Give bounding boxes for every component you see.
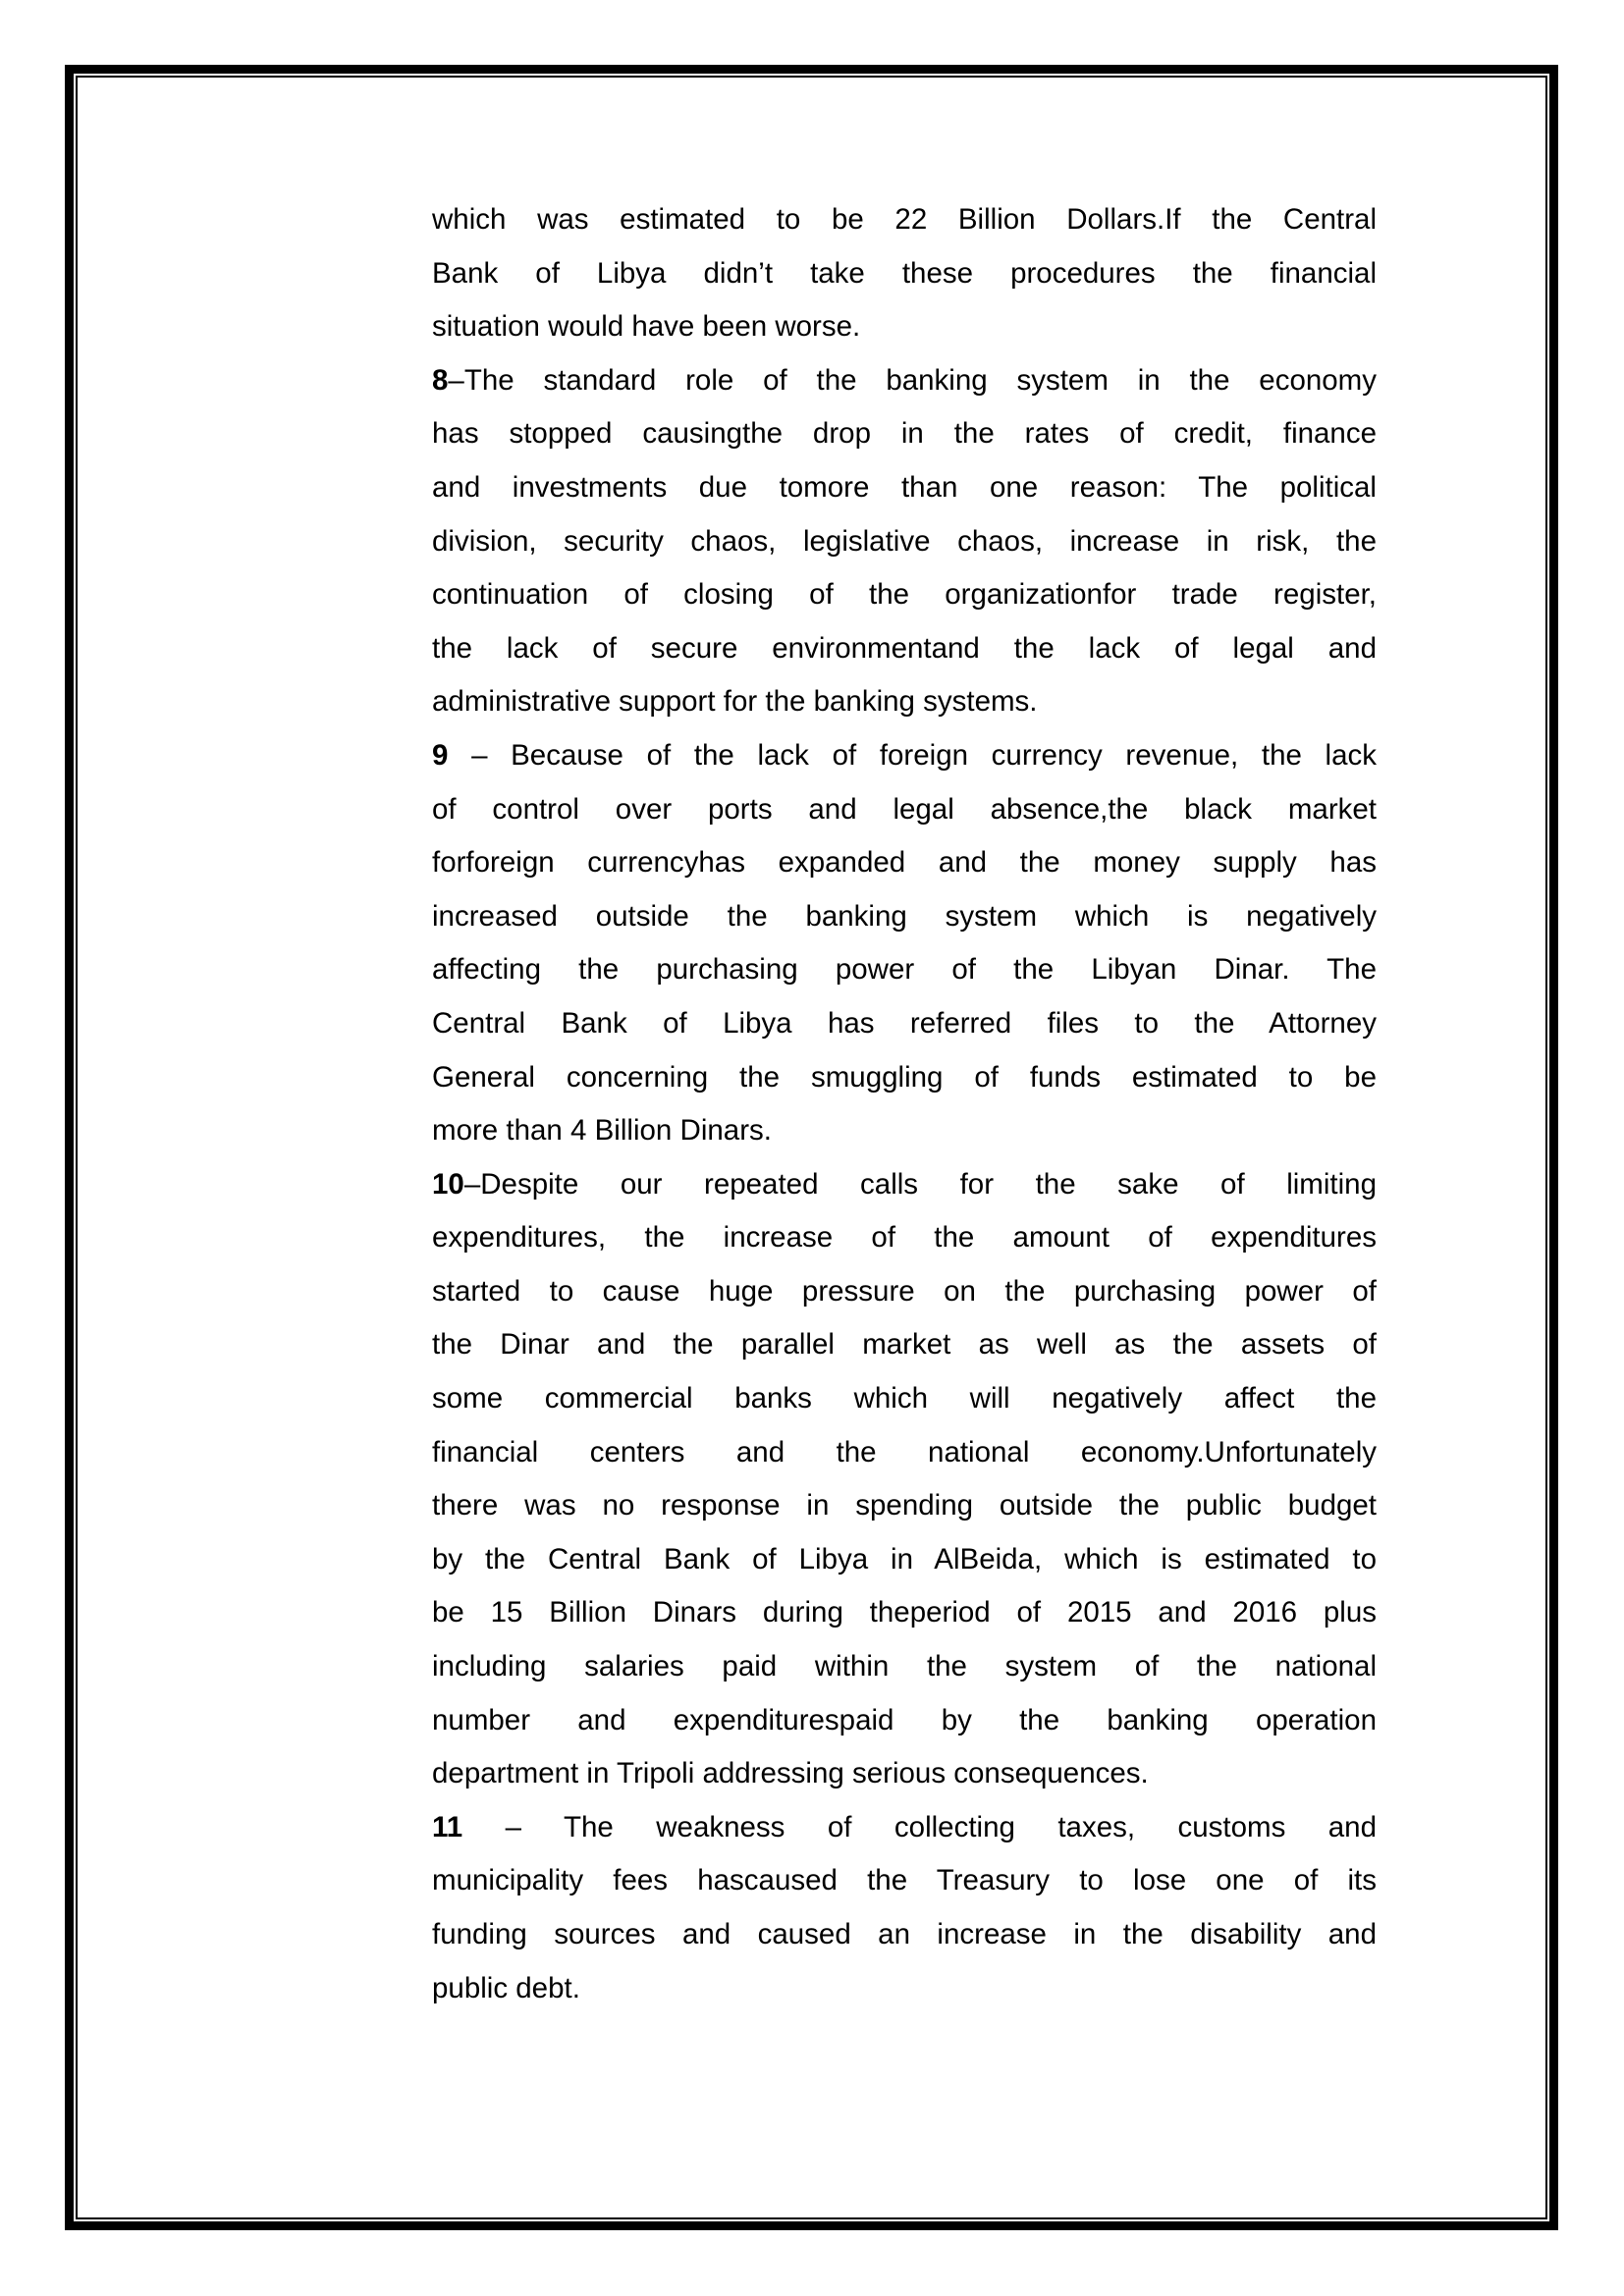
text-line: which was estimated to be 22 Billion Dollars.If the Central (432, 203, 1377, 236)
text-line: including salaries paid within the system of the national (432, 1650, 1377, 1683)
text-line: by the Central Bank of Libya in AlBeida, which is estimated to (432, 1542, 1377, 1575)
text-line: number and expenditurespaid by the banking operation (432, 1703, 1377, 1736)
text-line: more than 4 Billion Dinars. (432, 1114, 772, 1148)
text-line: Central Bank of Libya has referred files to the Attorney (432, 1006, 1377, 1040)
text-line: General concerning the smuggling of funds estimated to be (432, 1060, 1377, 1094)
text-line-content: –Despite our repeated calls for the sake of limiting (463, 1167, 1377, 1201)
text-line-content: –The standard role of the banking system in the economy (448, 363, 1377, 397)
text-line (432, 358, 1377, 412)
paragraph-continuation (432, 197, 1377, 358)
text-line (432, 1805, 1377, 1859)
text-line (432, 1162, 1377, 1216)
text-line: financial centers and the national economy.Unfortunately (432, 1435, 1377, 1468)
text-line: started to cause huge pressure on the purchasing power of (432, 1274, 1377, 1308)
text-line: increased outside the banking system which is negatively (432, 899, 1377, 933)
text-line: public debt. (432, 1971, 580, 2004)
text-line: funding sources and caused an increase in the disability and (432, 1918, 1377, 1950)
text-line: administrative support for the banking systems. (432, 685, 1038, 719)
text-line: the Dinar and the parallel market as well as the assets of (432, 1328, 1377, 1362)
item-number: 10 (432, 1167, 464, 1201)
item-number: 9 (432, 738, 449, 772)
item-number: 11 (432, 1810, 463, 1843)
item-number: 8 (432, 363, 449, 397)
text-line (432, 733, 1377, 787)
paragraph-item-11 (432, 1805, 1377, 2019)
document-body (432, 197, 1377, 2019)
text-line: some commercial banks which will negatively affect the (432, 1382, 1377, 1415)
text-line: there was no response in spending outside the public budget (432, 1489, 1377, 1522)
text-line: be 15 Billion Dinars during theperiod of 2015 and 2016 plus (432, 1596, 1377, 1629)
paragraph-item-10 (432, 1162, 1377, 1805)
paragraph-item-9 (432, 733, 1377, 1162)
text-line: has stopped causingthe drop in the rates of credit, finance (432, 417, 1377, 451)
text-line: of control over ports and legal absence,the black market (432, 792, 1377, 826)
text-line: situation would have been worse. (432, 310, 861, 344)
text-line-content: – The weakness of collecting taxes, customs and (462, 1810, 1377, 1843)
text-line: expenditures, the increase of the amount of expenditures (432, 1221, 1377, 1255)
text-line: affecting the purchasing power of the Libyan Dinar. The (432, 953, 1377, 987)
paragraph-item-8 (432, 358, 1377, 733)
text-line: Bank of Libya didn’t take these procedures the financial (432, 256, 1377, 290)
text-line: division, security chaos, legislative chaos, increase in risk, the (432, 524, 1377, 558)
text-line-content: – Because of the lack of foreign currency revenue, the lack (448, 738, 1377, 772)
text-line: municipality fees hascaused the Treasury to lose one of its (432, 1864, 1377, 1897)
text-line: forforeign currencyhas expanded and the money supply has (432, 846, 1377, 880)
text-line: the lack of secure environmentand the lack of legal and (432, 631, 1377, 665)
text-line: and investments due tomore than one reason: The political (432, 470, 1377, 504)
text-line: department in Tripoli addressing serious consequences. (432, 1757, 1149, 1790)
text-line: continuation of closing of the organizationfor trade register, (432, 578, 1377, 612)
